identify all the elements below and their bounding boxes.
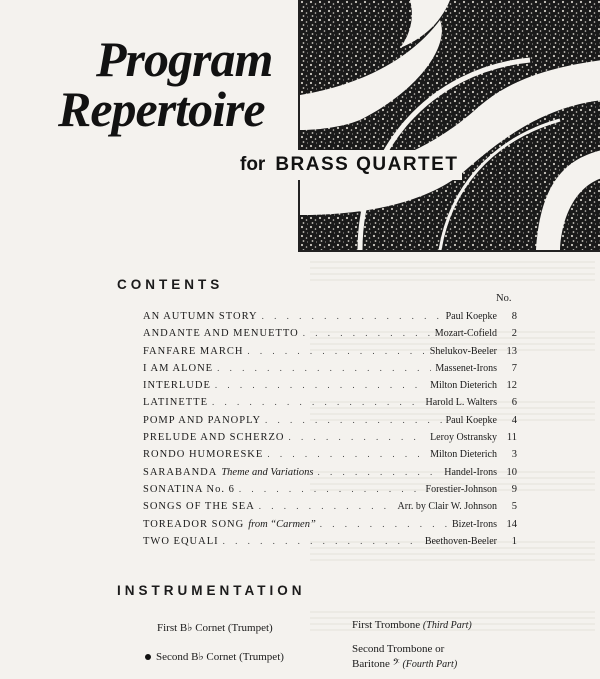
contents-row [143, 415, 517, 432]
leader-dots [223, 536, 421, 546]
contents-row [143, 363, 517, 380]
contents-number: 2 [511, 328, 517, 340]
contents-title-text: ANDANTE AND MENUETTO [143, 328, 299, 340]
title-repertoire: Repertoire [58, 81, 265, 137]
contents-composer: Bizet-Irons [452, 518, 497, 530]
contents-row [143, 328, 517, 345]
instrument-second-cornet [145, 650, 284, 663]
cover-artwork [298, 0, 600, 252]
contents-number: 1 [511, 535, 517, 547]
contents-title [143, 328, 299, 339]
instrumentation-heading: INSTRUMENTATION [117, 583, 306, 598]
contents-composer: Mozart-Cofield [434, 328, 497, 340]
contents-subtitle: from “Carmen” [248, 518, 316, 530]
contents-title [143, 432, 285, 443]
contents-row [143, 432, 517, 449]
contents-title-text: AN AUTUMN STORY [143, 311, 258, 322]
contents-composer: Arr. by Clair W. Johnson [397, 501, 497, 513]
second-trombone-note: (Fourth Part) [402, 659, 458, 670]
subtitle [236, 150, 462, 180]
contents-number: 3 [511, 449, 517, 461]
contents-title-text: PRELUDE AND SCHERZO [143, 432, 285, 444]
contents-title [143, 484, 235, 495]
contents-number: 5 [511, 501, 517, 513]
contents-composer: Beethoven-Beeler [424, 535, 497, 547]
instrument-second-trombone-line2 [352, 658, 457, 671]
contents-title-text: FANFARE MARCH [143, 345, 244, 357]
contents-title-text: SONGS OF THE SEA [143, 501, 255, 513]
leader-dots [217, 363, 431, 373]
contents-title-text: TWO EQUALI [143, 535, 219, 547]
first-trombone-note: (Third Part) [422, 620, 472, 631]
contents-composer: Milton Dieterich [430, 380, 497, 392]
bullet-icon [145, 654, 151, 660]
subtitle-for: for [240, 154, 266, 175]
second-trombone-label: Baritone 𝄢 [352, 658, 400, 670]
contents-title [143, 449, 263, 460]
contents-number: 13 [506, 345, 517, 357]
contents-title [143, 311, 258, 322]
contents-title [143, 519, 316, 530]
contents-composer: Massenet-Irons [435, 362, 497, 374]
contents-composer: Paul Koepke [445, 311, 497, 322]
contents-row [143, 346, 517, 363]
contents-number: 4 [511, 414, 517, 426]
contents-title-text: LATINETTE [143, 397, 208, 409]
contents-row [143, 484, 517, 501]
contents-title-text: INTERLUDE [143, 380, 211, 392]
contents-number: 6 [511, 397, 517, 409]
contents-title-text: POMP AND PANOPLY [143, 414, 262, 426]
contents-title [143, 467, 314, 478]
title-program: Program [96, 31, 273, 87]
contents-title-text: SARABANDA [143, 466, 218, 478]
contents-row [143, 519, 517, 536]
contents-title [143, 363, 213, 374]
leader-dots [318, 467, 441, 477]
contents-row [143, 536, 517, 553]
contents-row [143, 501, 517, 518]
contents-number: 12 [506, 380, 517, 392]
contents-title [143, 536, 219, 547]
contents-composer: Leroy Ostransky [430, 432, 497, 444]
leader-dots [259, 501, 394, 511]
contents-list [143, 311, 517, 553]
contents-number: 10 [506, 466, 517, 478]
contents-number: 9 [511, 483, 517, 495]
contents-number: 14 [506, 518, 517, 530]
contents-title-text: I AM ALONE [143, 362, 214, 374]
contents-row [143, 380, 517, 397]
contents-number: 7 [511, 362, 517, 374]
contents-title [143, 397, 208, 408]
contents-composer: Paul Koepke [445, 414, 497, 426]
contents-heading: CONTENTS [117, 277, 224, 292]
leader-dots [320, 519, 448, 529]
instrument-first-trombone [352, 619, 472, 631]
contents-composer: Forestier-Johnson [425, 483, 497, 495]
contents-title-text: RONDO HUMORESKE [143, 449, 264, 461]
contents-title-text: TOREADOR SONG [143, 518, 245, 530]
contents-title [143, 346, 243, 357]
contents-composer: Shelukov-Beeler [429, 345, 497, 357]
leader-dots [247, 346, 425, 356]
contents-row [143, 311, 517, 328]
leader-dots [262, 311, 442, 321]
leader-dots [215, 380, 426, 390]
contents-composer: Milton Dieterich [430, 449, 497, 461]
contents-title-text: SONATINA No. 6 [143, 483, 235, 495]
leader-dots [265, 415, 442, 425]
contents-title [143, 380, 211, 391]
subtitle-instrument: BRASS QUARTET [275, 154, 459, 175]
instrument-first-cornet: First B♭ Cornet (Trumpet) [157, 622, 273, 634]
leader-dots [267, 449, 426, 459]
contents-row [143, 449, 517, 466]
contents-row [143, 467, 517, 484]
contents-composer: Handel-Irons [444, 466, 497, 478]
contents-subtitle: Theme and Variations [221, 466, 314, 478]
first-trombone-label: First Trombone [352, 619, 421, 631]
contents-title [143, 415, 261, 426]
leader-dots [239, 484, 422, 494]
second-cornet-label: Second B♭ Cornet (Trumpet) [156, 651, 284, 663]
contents-number: 11 [506, 432, 517, 444]
leader-dots [303, 328, 431, 338]
contents-title [143, 501, 255, 512]
leader-dots [212, 397, 422, 407]
contents-composer: Harold L. Walters [425, 397, 497, 409]
instrument-second-trombone-line1: Second Trombone or [352, 643, 445, 655]
contents-row [143, 397, 517, 414]
contents-number: 8 [511, 311, 517, 322]
leader-dots [289, 432, 427, 442]
number-column-label: No. [496, 293, 512, 304]
